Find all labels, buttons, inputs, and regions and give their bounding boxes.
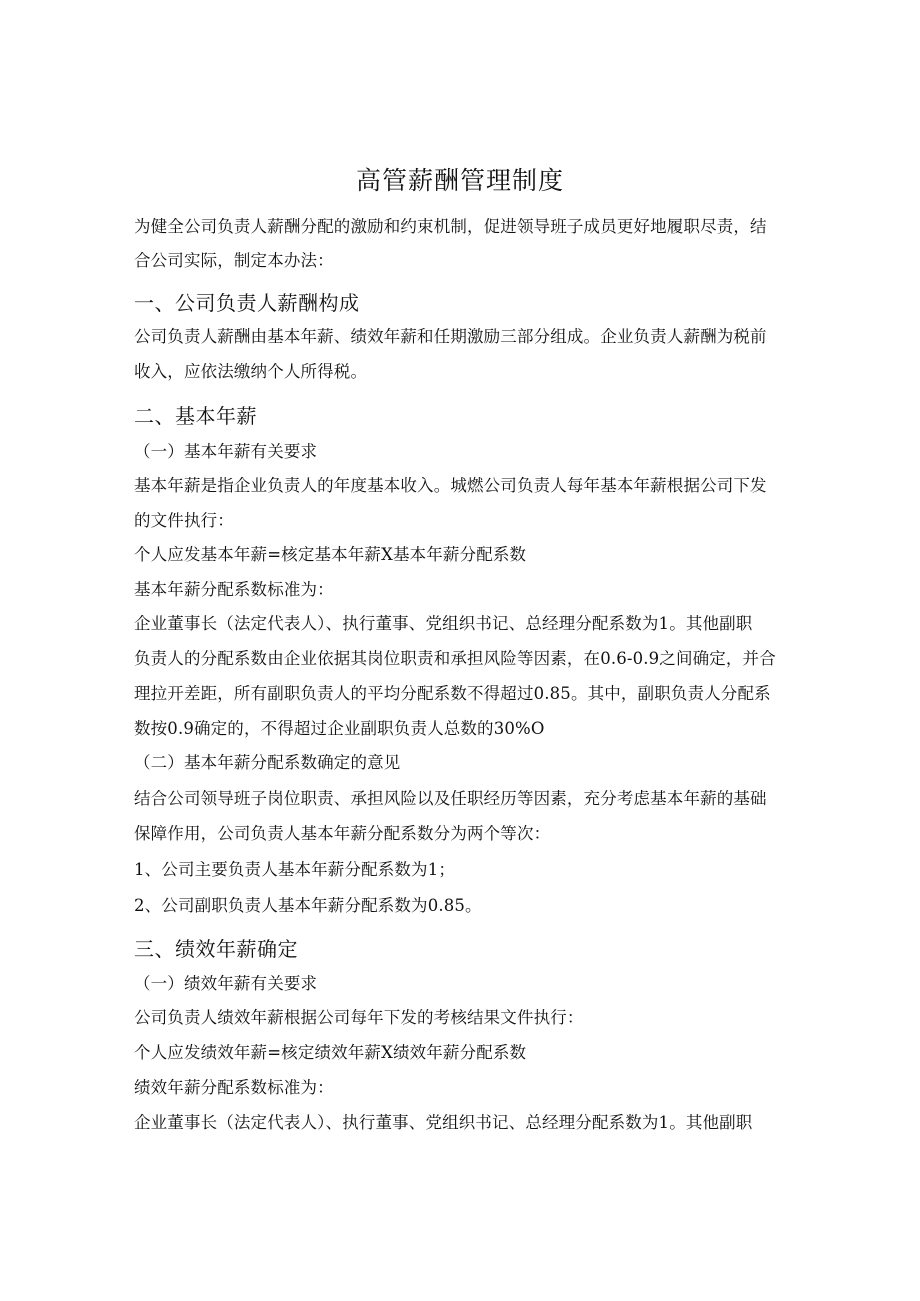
paragraph-line: 理拉开差距，所有副职负责人的平均分配系数不得超过0.85。其中，副职负责人分配系: [134, 684, 771, 703]
subsection-heading: （二）基本年薪分配系数确定的意见: [134, 753, 401, 772]
paragraph-line: 结合公司领导班子岗位职责、承担风险以及任职经历等因素，充分考虑基本年薪的基础: [134, 789, 767, 808]
section-heading: 三、绩效年薪确定: [134, 937, 298, 961]
paragraph-line: 基本年薪分配系数标准为：: [134, 580, 334, 599]
paragraph-line: 负责人的分配系数由企业依据其岗位职责和承担风险等因素，在0.6-0.9之间确定，并合: [134, 649, 776, 668]
paragraph-line: 企业董事长（法定代表人）、执行董事、党组织书记、总经理分配系数为1。其他副职: [134, 614, 753, 633]
formula-line: 个人应发基本年薪=核定基本年薪X基本年薪分配系数: [134, 545, 527, 564]
paragraph-line: 合公司实际，制定本办法：: [134, 251, 334, 270]
paragraph-line: 数按0.9确定的，不得超过企业副职负责人总数的30%O: [134, 719, 545, 738]
paragraph-line: 公司负责人薪酬由基本年薪、绩效年薪和任期激励三部分组成。企业负责人薪酬为税前: [134, 327, 767, 346]
document-title: 高管薪酬管理制度: [355, 166, 564, 195]
paragraph-line: 企业董事长（法定代表人）、执行董事、党组织书记、总经理分配系数为1。其他副职: [134, 1113, 753, 1132]
formula-line: 个人应发绩效年薪=核定绩效年薪X绩效年薪分配系数: [134, 1043, 527, 1062]
section-heading: 一、公司负责人薪酬构成: [134, 291, 360, 315]
paragraph-line: 基本年薪是指企业负责人的年度基本收入。城燃公司负责人每年基本年薪根据公司下发: [134, 476, 767, 495]
subsection-heading: （一）绩效年薪有关要求: [134, 974, 318, 993]
paragraph-line: 绩效年薪分配系数标准为：: [134, 1078, 334, 1097]
subsection-heading: （一）基本年薪有关要求: [134, 442, 318, 461]
list-item: 1、公司主要负责人基本年薪分配系数为1；: [134, 860, 455, 879]
paragraph-line: 公司负责人绩效年薪根据公司每年下发的考核结果文件执行：: [134, 1008, 584, 1027]
paragraph-line: 保障作用，公司负责人基本年薪分配系数分为两个等次：: [134, 824, 551, 843]
section-heading: 二、基本年薪: [134, 404, 257, 428]
paragraph-line: 的文件执行：: [134, 511, 234, 530]
list-item: 2、公司副职负责人基本年薪分配系数为0.85。: [134, 896, 482, 915]
paragraph-line: 收入，应依法缴纳个人所得税。: [134, 362, 368, 381]
paragraph-line: 为健全公司负责人薪酬分配的激励和约束机制，促进领导班子成员更好地履职尽责，结: [134, 217, 767, 236]
